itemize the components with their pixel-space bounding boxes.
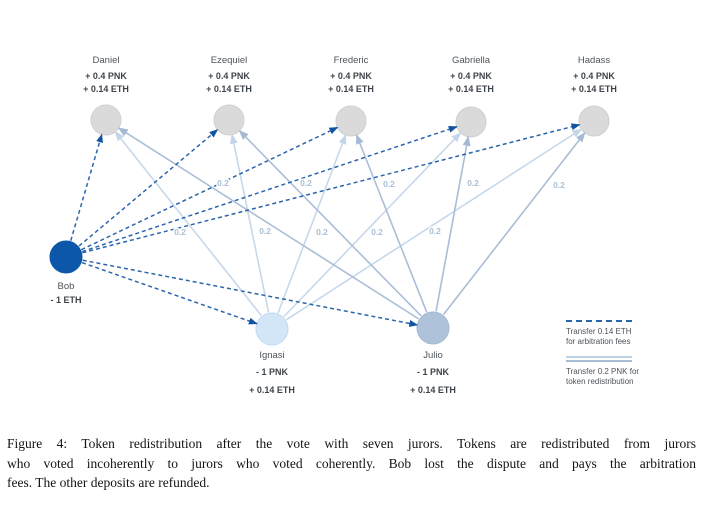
node-julio-name: Julio (423, 350, 443, 361)
node-daniel-amount: + 0.4 PNK (85, 71, 127, 81)
node-frederic (336, 106, 366, 136)
figure-caption (7, 434, 696, 493)
legend-label: token redistribution (566, 376, 634, 386)
edge-bob-julio (83, 260, 418, 325)
edge-bob-frederic (81, 127, 337, 249)
edge-julio-ezequiel (240, 131, 422, 316)
node-ezequiel (214, 105, 244, 135)
node-daniel (91, 105, 121, 135)
node-frederic-amount: + 0.14 ETH (328, 84, 374, 94)
node-frederic-amount: + 0.4 PNK (330, 71, 372, 81)
legend-label: for arbitration fees (566, 337, 631, 346)
edge-amount-label: 0.2 (217, 178, 229, 188)
node-hadass (579, 106, 609, 136)
edge-amount-label: 0.2 (429, 226, 441, 236)
node-gabriella-amount: + 0.4 PNK (450, 71, 492, 81)
node-gabriella-name: Gabriella (451, 55, 491, 66)
dashed-line-sample (566, 320, 632, 322)
edge-amount-label: 0.2 (174, 227, 186, 237)
legend-label: Transfer 0.14 ETH (566, 327, 632, 336)
edge-amount-label: 0.2 (371, 227, 383, 237)
edge-amount-label: 0.2 (259, 226, 271, 236)
node-hadass-name: Hadass (577, 55, 611, 66)
node-hadass-amount: + 0.14 ETH (571, 84, 617, 94)
solid-line-sample (566, 356, 632, 362)
legend (566, 320, 676, 387)
node-ignasi-amount: - 1 PNK (255, 367, 289, 377)
caption-line: Figure 4: Token redistribution after the vote with seven jurors. Tokens are redistributed from jurors (7, 436, 696, 451)
node-ignasi (256, 313, 288, 345)
node-bob-amount: - 1 ETH (50, 295, 82, 305)
node-gabriella-amount: + 0.14 ETH (448, 84, 494, 94)
node-bob-name: Bob (57, 281, 75, 292)
edge-ignasi-daniel (115, 132, 261, 316)
edge-julio-gabriella (436, 137, 468, 312)
edge-amount-label: 0.2 (553, 180, 565, 190)
legend-label: Transfer 0.2 PNK for (566, 366, 640, 376)
node-ezequiel-amount: + 0.14 ETH (206, 84, 252, 94)
edge-bob-daniel (71, 134, 102, 240)
node-daniel-amount: + 0.14 ETH (83, 84, 129, 94)
node-ignasi-name: Ignasi (259, 350, 285, 361)
node-daniel-name: Daniel (92, 55, 120, 66)
caption-line: who voted incoherently to jurors who voted coherently. Bob lost the dispute and pays the arbitration (7, 455, 696, 471)
legend-item-eth (566, 320, 676, 347)
node-julio-amount: - 1 PNK (416, 367, 450, 377)
caption-line: fees. The other deposits are refunded. (7, 475, 210, 490)
node-julio-amount: + 0.14 ETH (410, 385, 456, 395)
node-gabriella (456, 107, 486, 137)
edge-bob-hadass (82, 125, 579, 253)
node-ezequiel-amount: + 0.4 PNK (208, 71, 250, 81)
node-ignasi-amount: + 0.14 ETH (249, 385, 295, 395)
legend-item-pnk (566, 356, 676, 387)
edge-amount-label: 0.2 (316, 227, 328, 237)
edge-amount-label: 0.2 (300, 178, 312, 188)
node-frederic-name: Frederic (333, 55, 369, 66)
edge-bob-ignasi (82, 263, 257, 324)
edge-amount-label: 0.2 (467, 178, 479, 188)
node-ezequiel-name: Ezequiel (210, 55, 248, 66)
edge-amount-label: 0.2 (383, 179, 395, 189)
node-hadass-amount: + 0.4 PNK (573, 71, 615, 81)
node-julio (417, 312, 449, 344)
node-bob (50, 241, 82, 273)
